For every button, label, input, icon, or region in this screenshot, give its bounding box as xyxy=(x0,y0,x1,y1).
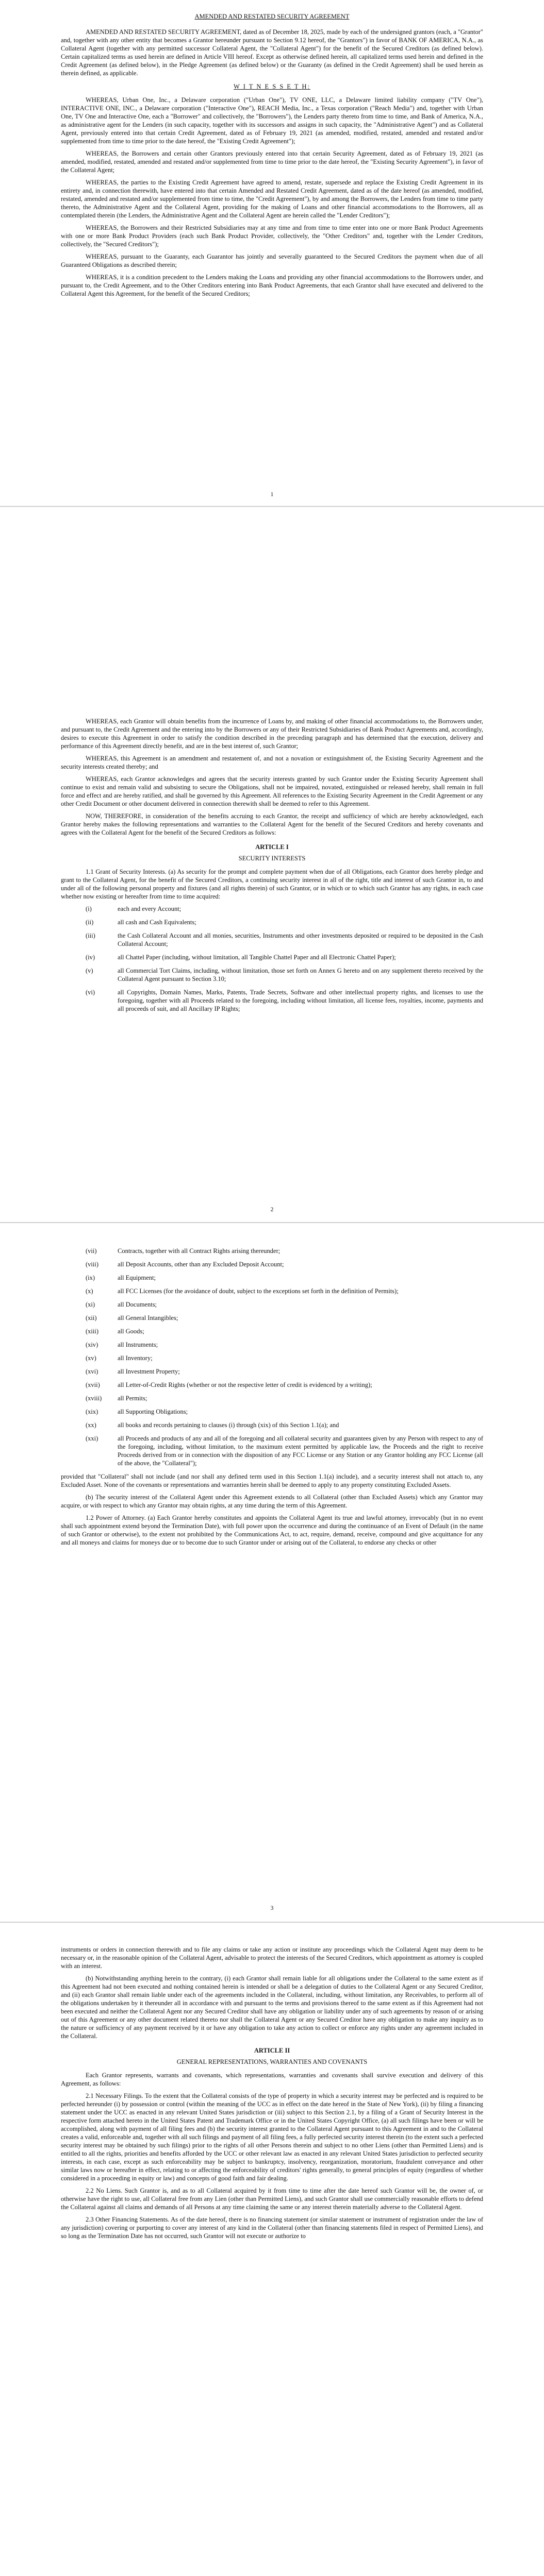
witnesseth-heading: W I T N E S S E T H: xyxy=(234,83,310,90)
list-item: (ii) all cash and Cash Equivalents; xyxy=(86,919,196,926)
list-item: (xiii) all Goods; xyxy=(86,1328,144,1335)
document-page-3 xyxy=(0,1234,544,1920)
page-number: 3 xyxy=(270,1904,274,1911)
document-title: AMENDED AND RESTATED SECURITY AGREEMENT xyxy=(194,13,350,20)
article-heading: ARTICLE I xyxy=(255,843,289,851)
article-heading: ARTICLE II xyxy=(254,2047,290,2054)
section-2-1: 2.1 Necessary Filings. To the extent that the Collateral consists of the type of property in which a security interest may be perfected and is required to be perfected hereunder (i) by possession or control (within the meaning of the UCC as in effect on the date hereof in the State of New York), (ii) by filing a financing statement under the UCC as enacted in any relevant United States jurisdiction or (iii) subject to this Section 2.1, by a filing of a Grant of Security Interest in the respective form attached hereto in the United States Patent and Trademark Office or in the United States Copyright Office, (a) all such filings have been or will be accomplished, along with payment of all filing fees and (b) the security interest granted to the Collateral Agent pursuant to this Agreement in and to the Collateral creates a valid, enforceable and, together with all such filings and payment of all filing fees, a fully perfected security interest therein (to the extent such a perfected security interest may be obtained by such filings) prior to the rights of all other Persons therein and subject to no other Liens (other than Permitted Liens) and is entitled to all the rights, priorities and benefits afforded by the UCC or other relevant law as enacted in any relevant United States jurisdiction to perfected security interests, in each case, except as such enforceability may be subject to bankruptcy, insolvency, reorganization, moratorium, fraudulent conveyance and other similar laws now or hereafter in effect, relating to or affecting the enforceability of creditors' rights generally, to general principles of equity (regardless of whether considered in a proceeding in equity or law) and concepts of good faith and fair dealing. xyxy=(61,2092,483,2182)
list-item: (iv) all Chattel Paper (including, without limitation, all Tangible Chattel Paper and all Electronic Chattel Paper); xyxy=(86,954,396,961)
article-lead: Each Grantor represents, warrants and covenants, which representations, warranties and covenants shall survive execution and delivery of this Agreement, as follows: xyxy=(61,2072,483,2087)
paragraph-1-1-b: (b) The security interest of the Collateral Agent under this Agreement extends to all Collateral (other than Excluded Assets) which any Grantor may acquire, or with respect to which any Grantor may obtain rights, at any time during the term of this Agreement. xyxy=(61,1494,483,1509)
section-1-1: 1.1 Grant of Security Interests. (a) As security for the prompt and complete payment when due of all Obligations, each Grantor does hereby pledge and grant to the Collateral Agent, for the benefit of the Secured Creditors, a continuing security interest in all of the right, title and interest of such Grantor in, to and under all of the following personal property and fixtures (and all rights therein) of such Grantor, or in which or to which such Grantor has any rights, in each case whether now existing or hereafter from time to time acquired: xyxy=(61,868,483,900)
list-item: (i) each and every Account; xyxy=(86,905,182,912)
document-page-2 xyxy=(0,705,544,1220)
list-item: (xi) all Documents; xyxy=(86,1301,157,1308)
recital-paragraph: WHEREAS, the Borrowers and certain other Grantors previously entered into that certain Security Agreement, dated as of February 19, 2021 (as amended, modified, restated, amended and restated and/or supplemented from time to time prior to the date hereof, the "Existing Security Agreement"), in favor of the Collateral Agent; xyxy=(61,150,483,174)
recital-paragraph: WHEREAS, pursuant to the Guaranty, each Guarantor has jointly and severally guaranteed to the Secured Creditors the payment when due of all Guaranteed Obligations as described therein; xyxy=(61,253,483,268)
list-item: (xviii) all Permits; xyxy=(86,1395,147,1402)
continuation-paragraph: instruments or orders in connection therewith and to file any claims or take any action or institute any proceedings which the Collateral Agent may deem to be necessary or, in the reasonable opinion of the Collateral Agent, advisable to protect the interests of the Secured Creditors, which appointment as attorney is coupled with an interest. xyxy=(61,1946,483,1970)
page-divider xyxy=(0,1222,544,1223)
recital-paragraph: WHEREAS, it is a condition precedent to the Lenders making the Loans and providing any other financial accommodations to the Borrowers under, and pursuant to, the Credit Agreement, and to the Other Creditors entering into Bank Product Agreements, that each Grantor shall have executed and delivered to the Collateral Agent this Agreement, for the benefit of the Secured Creditors; xyxy=(61,274,483,297)
article-title: GENERAL REPRESENTATIONS, WARRANTIES AND COVENANTS xyxy=(176,2058,368,2065)
recital-paragraph: WHEREAS, the parties to the Existing Credit Agreement have agreed to amend, restate, supersede and replace the Existing Credit Agreement in its entirety and, in connection therewith, have entered into that certain Amended and Restated Credit Agreement, dated as of the date hereof (as amended, modified, restated, amended and restated and/or supplemented from time to time, the "Credit Agreement"), by and among the Borrowers, the Lenders from time to time party thereto, the Administrative Agent and the Collateral Agent, providing for the making of Loans and other financial accommodations to the Borrowers, all as contemplated therein (the Lenders, the Administrative Agent and the Collateral Agent are herein called the "Lender Creditors"); xyxy=(61,179,483,219)
list-item: (viii) all Deposit Accounts, other than any Excluded Deposit Account; xyxy=(86,1261,284,1268)
list-item: (v) all Commercial Tort Claims, including, without limitation, those set forth on Annex G hereto and on any supplement thereto received by the Collateral Agent pursuant to Section 3.10; xyxy=(86,967,483,982)
page-divider xyxy=(0,1922,544,1923)
list-item: (xxi) all Proceeds and products of any and all of the foregoing and all collateral security and guarantees given by any Person with respect to any of the foregoing, including, without limitation, to the maximum extent permitted by applicable law, the Proceeds and the right to receive Proceeds derived from or in connection with the disposition of any FCC License or any Station or any Grantor holding any FCC License (all of the above, the "Collateral"); xyxy=(86,1435,483,1467)
list-item: (xv) all Inventory; xyxy=(86,1354,153,1362)
list-item: (x) all FCC Licenses (for the avoidance of doubt, subject to the exceptions set forth in the definition of Permits); xyxy=(86,1287,399,1295)
recital-paragraph: NOW, THEREFORE, in consideration of the benefits accruing to each Grantor, the receipt and sufficiency of which are hereby acknowledged, each Grantor hereby makes the following representations and warranties to the Collateral Agent for the benefit of the Secured Creditors and hereby covenants and agrees with the Collateral Agent for the benefit of the Secured Creditors as follows: xyxy=(61,812,483,836)
section-2-2: 2.2 No Liens. Such Grantor is, and as to all Collateral acquired by it from time to time after the date hereof such Grantor will be, the owner of, or otherwise have the right to use, all Collateral free from any Lien (other than Permitted Liens), and such Grantor shall use commercially reasonable efforts to defend the Collateral against all claims and demands of all Persons at any time claiming the same or any interest therein materially adverse to the Collateral Agent. xyxy=(61,2187,483,2211)
proviso-paragraph: provided that "Collateral" shall not include (and nor shall any defined term used in this Section 1.1(a) include), and a security interest shall not attach to, any Excluded Asset. None of the covenants or representations and warranties herein shall be deemed to apply to any property constituting Excluded Assets. xyxy=(61,1473,483,1488)
recitals-list xyxy=(61,96,483,298)
list-item: (xix) all Supporting Obligations; xyxy=(86,1408,188,1415)
list-item: (ix) all Equipment; xyxy=(86,1274,156,1281)
section-2-3: 2.3 Other Financing Statements. As of the date hereof, there is no financing statement (or similar statement or instrument of registration under the law of any jurisdiction) covering or purporting to cover any interest of any kind in the Collateral (other than financing statements filed in respect of Permitted Liens), and so long as the Termination Date has not occurred, such Grantor will not execute or authorize to xyxy=(61,2216,483,2240)
page-divider xyxy=(0,506,544,507)
intro-paragraph: AMENDED AND RESTATED SECURITY AGREEMENT, dated as of December 18, 2025, made by each of the undersigned grantors (each, a "Grantor" and, together with any other entity that becomes a Grantor hereunder pursuant to Section 9.12 hereof, the "Grantors") in favor of BANK OF AMERICA, N.A., as Collateral Agent (together with any permitted successor Collateral Agent, the "Collateral Agent") for the benefit of the Secured Creditors (as defined below). Certain capitalized terms as used herein are defined in Article VIII hereof. Except as otherwise defined herein, all capitalized terms used herein and defined in the Credit Agreement (as defined below), in the Pledge Agreement (as defined below) or the Guaranty (as defined in the Credit Agreement) shall be used herein as therein defined, as applicable. xyxy=(61,28,483,77)
section-1-2: 1.2 Power of Attorney. (a) Each Grantor hereby constitutes and appoints the Collateral Agent its true and lawful attorney, irrevocably (but in no event shall such appointment extend beyond the Termination Date), with full power upon the occurrence and during the continuance of an Event of Default (in the name of such Grantor or otherwise), to the extent not prohibited by the Communications Act, to act, require, demand, receive, compound and give acquittance for any and all moneys and claims for moneys due or to become due to such Grantor under or arising out of the Collateral, to endorse any checks or other xyxy=(61,1514,483,1546)
list-item: (xiv) all Instruments; xyxy=(86,1341,158,1348)
list-item: (iii) the Cash Collateral Account and all monies, securities, Instruments and other investments deposited or required to be deposited in the Cash Collateral Account; xyxy=(86,932,483,947)
recital-paragraph: WHEREAS, this Agreement is an amendment and restatement of, and not a novation or extinguishment of, the Existing Security Agreement and the security interests created thereby; and xyxy=(61,755,483,770)
list-item: (vii) Contracts, together with all Contract Rights arising thereunder; xyxy=(86,1247,281,1255)
article-title: SECURITY INTERESTS xyxy=(238,855,306,862)
recital-paragraph: WHEREAS, each Grantor will obtain benefits from the incurrence of Loans by, and making of other financial accommodations to, the Borrowers under, and pursuant to, the Credit Agreement and the entering into by the Borrowers or any of their Restricted Subsidiaries of Bank Product Agreements and, accordingly, desires to execute this Agreement in order to satisfy the condition described in the preceding paragraph and has determined that the execution, delivery and performance of this Agreement directly benefit, and are in the best interest of, such Grantor; xyxy=(61,718,483,750)
list-item: (xii) all General Intangibles; xyxy=(86,1314,178,1321)
document-page-1 xyxy=(0,0,544,505)
list-item: (xvi) all Investment Property; xyxy=(86,1368,180,1375)
paragraph-1-2-b: (b) Notwithstanding anything herein to the contrary, (i) each Grantor shall remain liable for all obligations under the Collateral to the same extent as if this Agreement had not been executed and nothing contained herein is intended or shall be a delegation of duties to the Collateral Agent or any Secured Creditor, and (ii) each Grantor shall remain liable under each of the agreements included in the Collateral, including, without limitation, any Receivables, to perform all of the obligations undertaken by it thereunder all in accordance with and pursuant to the terms and provisions thereof to the same extent as if this Agreement had not been executed and neither the Collateral Agent nor any Secured Creditor shall have any obligation or liability under any of such agreements by reason of or arising out of this Agreement or any other document related thereto nor shall the Collateral Agent or any Secured Creditor have any obligation to make any inquiry as to the nature or sufficiency of any payment received by it or have any obligation to take any action to collect or enforce any rights under any agreement included in the Collateral. xyxy=(61,1975,483,2040)
collateral-list-continued xyxy=(61,1247,483,1467)
page-number: 1 xyxy=(270,490,274,498)
recital-paragraph: WHEREAS, each Grantor acknowledges and agrees that the security interests granted by such Grantor under the Existing Security Agreement shall continue to exist and remain valid and subsisting to secure the Obligations, shall not be impaired, novated, extinguished or released hereby, shall remain in full force and effect and are hereby ratified, and shall be governed by this Agreement. All references to the Existing Security Agreement in the Credit Agreement or any other Credit Document or other document delivered in connection therewith shall be deemed to refer to this Agreement. xyxy=(61,775,483,807)
list-item: (xvii) all Letter-of-Credit Rights (whether or not the respective letter of credit is evidenced by a writing); xyxy=(86,1381,372,1388)
list-item: (xx) all books and records pertaining to clauses (i) through (xix) of this Section 1.1(a); and xyxy=(86,1421,339,1429)
page-number: 2 xyxy=(270,1206,274,1213)
recital-paragraph: WHEREAS, the Borrowers and their Restricted Subsidiaries may at any time and from time to time enter into one or more Bank Product Agreements with one or more Bank Product Providers (each such Bank Product Provider, collectively, the "Other Creditors" and, together with the Lender Creditors, collectively, the "Secured Creditors"); xyxy=(61,224,483,248)
document-page-4 xyxy=(0,1933,544,2576)
recital-paragraph: WHEREAS, Urban One, Inc., a Delaware corporation ("Urban One"), TV ONE, LLC, a Delaware limited liability company ("TV One"), INTERACTIVE ONE, INC., a Delaware corporation ("Interactive One"), REACH Media, Inc., a Texas corporation ("Reach Media") and, together with Urban One, TV One and Interactive One, each a "Borrower" and collectively, the "Borrowers"), the Lenders party thereto from time to time, and Bank of America, N.A., as administrative agent for the Lenders (in such capacity, together with its successors and assigns in such capacity, the "Administrative Agent") and as Collateral Agent, previously entered into that certain Credit Agreement, dated as of February 19, 2021 (as amended, modified, restated, amended and restated and/or supplemented from time to time prior to the date hereof, the "Existing Credit Agreement"); xyxy=(61,96,483,145)
collateral-list xyxy=(61,905,483,1013)
list-item: (vi) all Copyrights, Domain Names, Marks, Patents, Trade Secrets, Software and other intellectual property rights, and licenses to use the foregoing, together with all Proceeds related to the foregoing, including without limitation, all license fees, royalties, income, payments and all proceeds of suit, and all Ancillary IP Rights; xyxy=(86,989,483,1012)
